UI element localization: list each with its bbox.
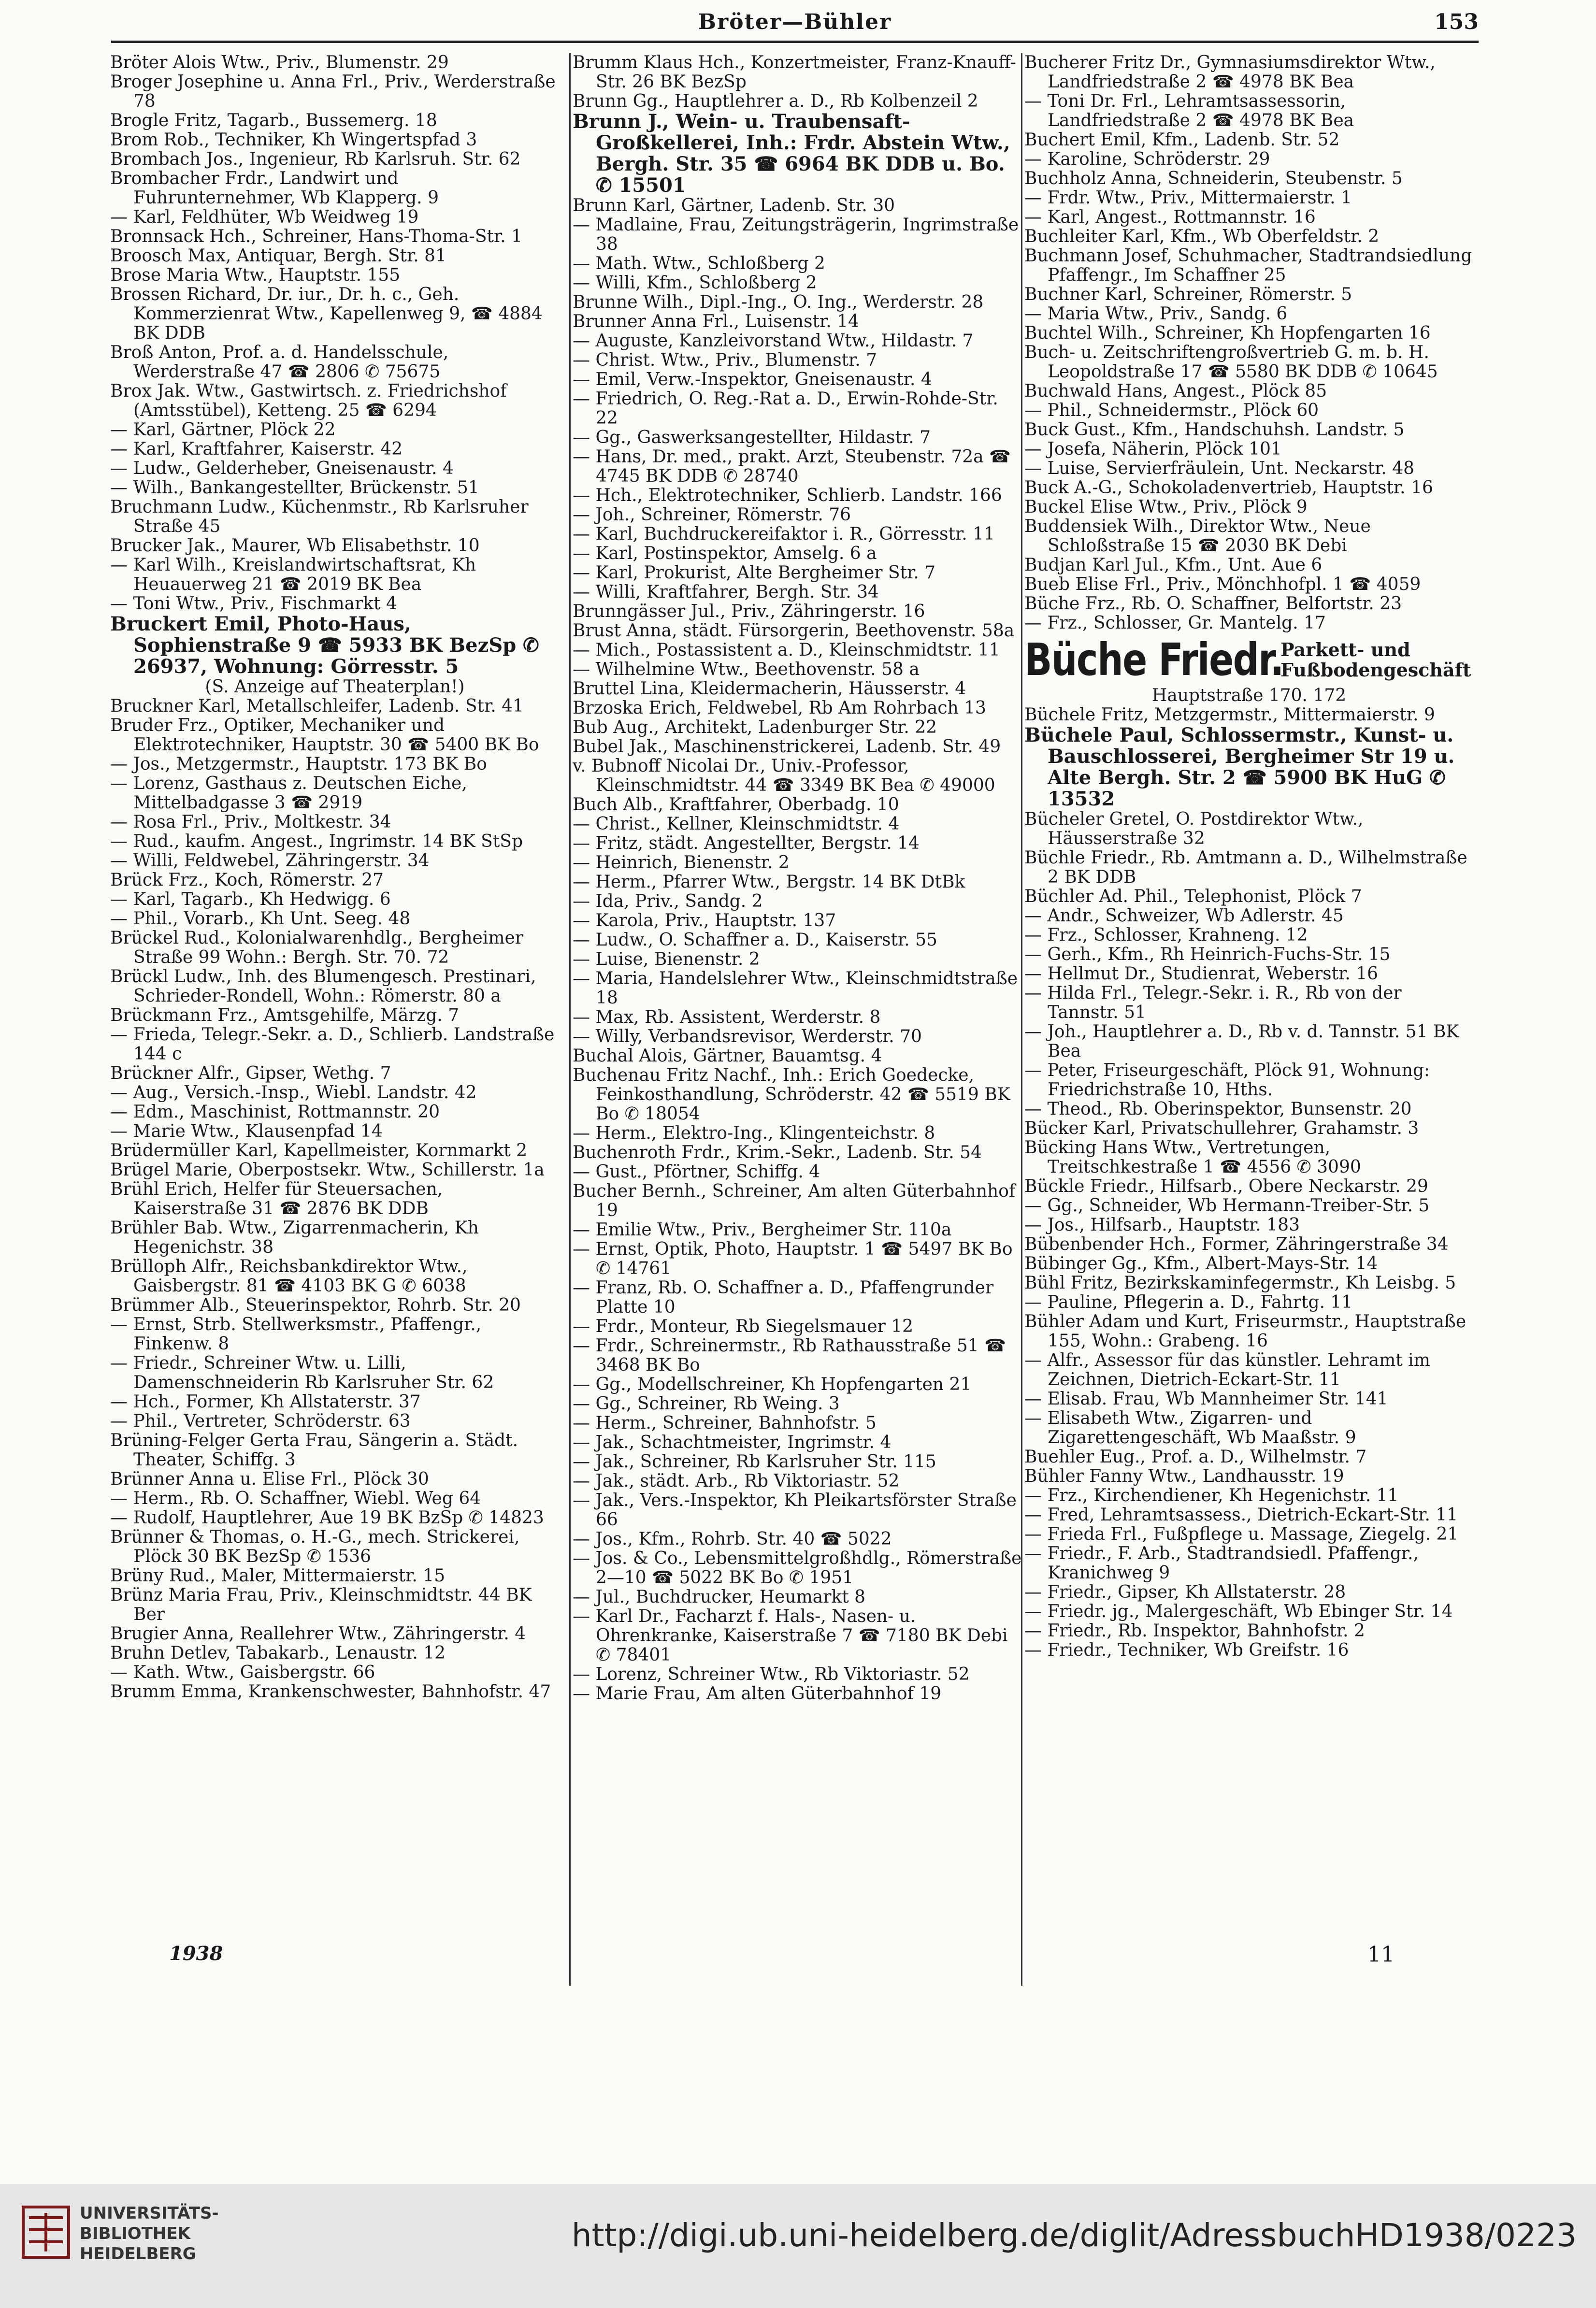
- directory-entry: Brückmann Frz., Amtsgehilfe, Märzg. 7: [110, 1005, 460, 1025]
- page-header: [111, 7, 1479, 43]
- directory-entry: — Maria, Handelslehrer Wtw., Kleinschmidtstraße 18: [573, 969, 1018, 1008]
- directory-entry: — Karl, Kraftfahrer, Kaiserstr. 42: [110, 439, 403, 459]
- directory-entry: Bücker Karl, Privatschullehrer, Grahamstr. 3: [1024, 1118, 1419, 1138]
- directory-entry: Brunner Anna Frl., Luisenstr. 14: [573, 312, 859, 331]
- directory-entry: — Marie Frau, Am alten Güterbahnhof 19: [573, 1684, 942, 1704]
- directory-entry: Bücheler Gretel, O. Postdirektor Wtw., Häusserstraße 32: [1024, 809, 1364, 848]
- directory-entry: — Hch., Former, Kh Allstaterstr. 37: [110, 1392, 421, 1412]
- directory-entry: — Willi, Kraftfahrer, Bergh. Str. 34: [573, 582, 879, 602]
- directory-entry: Bruckner Karl, Metallschleifer, Ladenb. Str. 41: [110, 696, 524, 716]
- directory-entry: — Willy, Verbandsrevisor, Werderstr. 70: [573, 1027, 922, 1046]
- directory-entry: Brümmer Alb., Steuerinspektor, Rohrb. Str. 20: [110, 1295, 521, 1315]
- directory-entry: — Hellmut Dr., Studienrat, Weberstr. 16: [1024, 964, 1379, 984]
- directory-entry: — Frieda Frl., Fußpflege u. Massage, Ziegelg. 21: [1024, 1524, 1459, 1544]
- directory-entry: Bröter Alois Wtw., Priv., Blumenstr. 29: [110, 53, 449, 72]
- directory-entry: — Herm., Rb. O. Schaffner, Wiebl. Weg 64: [110, 1489, 481, 1508]
- directory-entry: Buchal Alois, Gärtner, Bauamtsg. 4: [573, 1046, 882, 1066]
- page-title: Bröter—Bühler: [698, 10, 892, 34]
- directory-entry: — Toni Dr. Frl., Lehramtsassessorin, Landfriedstraße 2 ☎ 4978 BK Bea: [1024, 91, 1354, 130]
- directory-entry: — Luise, Bienenstr. 2: [573, 949, 760, 969]
- directory-entry: — Heinrich, Bienenstr. 2: [573, 853, 790, 873]
- directory-entry: Brust Anna, städt. Fürsorgerin, Beethovenstr. 58a: [573, 621, 1015, 641]
- directory-entry: Bruhn Detlev, Tabakarb., Lenaustr. 12: [110, 1643, 446, 1663]
- directory-entry: — Jos., Kfm., Rohrb. Str. 40 ☎ 5022: [573, 1529, 892, 1549]
- footer-sheet-number: 11: [1367, 1942, 1395, 1967]
- directory-entry: — Karl, Angest., Rottmannstr. 16: [1024, 207, 1316, 227]
- directory-entry: — Auguste, Kanzleivorstand Wtw., Hildastr. 7: [573, 331, 974, 351]
- directory-entry: Brüdermüller Karl, Kapellmeister, Kornmarkt 2: [110, 1141, 528, 1161]
- directory-entry: Bübenbender Hch., Former, Zähringerstraße 34: [1024, 1234, 1449, 1254]
- directory-entry: — Gg., Modellschreiner, Kh Hopfengarten 21: [573, 1375, 972, 1394]
- column-divider: [569, 53, 571, 1986]
- directory-entry: — Phil., Schneidermstr., Plöck 60: [1024, 401, 1319, 420]
- directory-entry: Bückle Friedr., Hilfsarb., Obere Neckarstr. 29: [1024, 1176, 1428, 1196]
- directory-entry: — Fred, Lehramtsassess., Dietrich-Eckart-Str. 11: [1024, 1505, 1458, 1525]
- directory-entry: — Herm., Schreiner, Bahnhofstr. 5: [573, 1413, 877, 1433]
- directory-entry: Buchenau Fritz Nachf., Inh.: Erich Goedecke, Feinkosthandlung, Schröderstr. 42 ☎ 5519 BK Bo ✆ 18054: [573, 1065, 1010, 1124]
- library-footer-bar: [0, 2184, 1596, 2308]
- directory-entry: Büchele Fritz, Metzgermstr., Mittermaierstr. 9: [1024, 705, 1435, 725]
- directory-entry: Buchleiter Karl, Kfm., Wb Oberfeldstr. 2: [1024, 227, 1380, 246]
- directory-entry: Bruckert Emil, Photo-Haus, Sophienstraße 9 ☎ 5933 BK BezSp ✆ 26937, Wohnung: Görresstr. 5: [110, 613, 539, 678]
- directory-entry: Bübinger Gg., Kfm., Albert-Mays-Str. 14: [1024, 1254, 1378, 1274]
- directory-entry: — Joh., Hauptlehrer a. D., Rb v. d. Tannstr. 51 BK Bea: [1024, 1022, 1459, 1061]
- directory-entry: Buchenroth Frdr., Krim.-Sekr., Ladenb. Str. 54: [573, 1143, 982, 1162]
- directory-entry: — Aug., Versich.-Insp., Wiebl. Landstr. 42: [110, 1083, 477, 1103]
- directory-entry: Brogle Fritz, Tagarb., Bussemerg. 18: [110, 111, 437, 130]
- directory-entry: — Friedr., Schreiner Wtw. u. Lilli, Damenschneiderin Rb Karlsruher Str. 62: [110, 1353, 494, 1392]
- directory-entry: Bubel Jak., Maschinenstrickerei, Ladenb. Str. 49: [573, 737, 1001, 757]
- directory-entry: — Frz., Schlosser, Gr. Mantelg. 17: [1024, 613, 1326, 633]
- directory-entry: — Friedr., Gipser, Kh Allstaterstr. 28: [1024, 1582, 1346, 1602]
- directory-entry: Bucher Bernh., Schreiner, Am alten Güterbahnhof 19: [573, 1181, 1016, 1220]
- directory-entry: — Jos., Metzgermstr., Hauptstr. 173 BK Bo: [110, 754, 487, 774]
- directory-entry: — Karoline, Schröderstr. 29: [1024, 149, 1270, 169]
- directory-entry: — Ludw., Gelderheber, Gneisenaustr. 4: [110, 459, 454, 478]
- directory-entry: — Karola, Priv., Hauptstr. 137: [573, 911, 836, 931]
- directory-entry: — Willi, Kfm., Schloßberg 2: [573, 273, 817, 293]
- directory-entry: — Frieda, Telegr.-Sekr. a. D., Schlierb. Landstraße 144 c: [110, 1025, 555, 1064]
- directory-entry: — Frdr. Wtw., Priv., Mittermaierstr. 1: [1024, 188, 1352, 208]
- directory-entry: Brombach Jos., Ingenieur, Rb Karlsruh. Str. 62: [110, 149, 521, 169]
- directory-entry: Büchle Friedr., Rb. Amtmann a. D., Wilhelmstraße 2 BK DDB: [1024, 848, 1467, 887]
- directory-entry: Broger Josephine u. Anna Frl., Priv., Werderstraße 78: [110, 72, 556, 111]
- directory-entry: — Willi, Feldwebel, Zähringerstr. 34: [110, 851, 430, 871]
- directory-entry: v. Bubnoff Nicolai Dr., Univ.-Professor, Kleinschmidtstr. 44 ☎ 3349 BK Bea ✆ 49000: [573, 756, 995, 795]
- directory-entry: — Hilda Frl., Telegr.-Sekr. i. R., Rb von der Tannstr. 51: [1024, 983, 1402, 1022]
- directory-entry: — Luise, Servierfräulein, Unt. Neckarstr. 48: [1024, 459, 1415, 478]
- directory-entry: — Hans, Dr. med., prakt. Arzt, Steubenstr. 72a ☎ 4745 BK DDB ✆ 28740: [573, 447, 1011, 486]
- directory-entry: Brünner & Thomas, o. H.-G., mech. Strickerei, Plöck 30 BK BezSp ✆ 1536: [110, 1527, 520, 1566]
- directory-entry: — Theod., Rb. Oberinspektor, Bunsenstr. 20: [1024, 1099, 1412, 1119]
- directory-entry: — Josefa, Näherin, Plöck 101: [1024, 439, 1282, 459]
- directory-entry: — Jul., Buchdrucker, Heumarkt 8: [573, 1587, 866, 1607]
- directory-entry: — Wilhelmine Wtw., Beethovenstr. 58 a: [573, 659, 920, 679]
- directory-entry: Brox Jak. Wtw., Gastwirtsch. z. Friedrichshof (Amtsstübel), Ketteng. 25 ☎ 6294: [110, 381, 507, 420]
- directory-entry: — Rosa Frl., Priv., Moltkestr. 34: [110, 812, 391, 832]
- directory-entry: (S. Anzeige auf Theaterplan!): [205, 677, 465, 697]
- directory-entry: Bruttel Lina, Kleidermacherin, Häusserstr. 4: [573, 679, 966, 699]
- directory-entry: Brom Rob., Techniker, Kh Wingertspfad 3: [110, 130, 477, 150]
- directory-entry: — Wilh., Bankangestellter, Brückenstr. 51: [110, 478, 479, 498]
- directory-entry: — Joh., Schreiner, Römerstr. 76: [573, 505, 851, 525]
- directory-entry: Bucherer Fritz Dr., Gymnasiumsdirektor Wtw., Landfriedstraße 2 ☎ 4978 BK Bea: [1024, 53, 1436, 92]
- directory-entry: — Marie Wtw., Klausenpfad 14: [110, 1121, 383, 1141]
- directory-entry: Bueb Elise Frl., Priv., Mönchhofpl. 1 ☎ 4059: [1024, 574, 1421, 594]
- directory-entry: Buchholz Anna, Schneiderin, Steubenstr. 5: [1024, 169, 1403, 188]
- directory-entry: Broosch Max, Antiquar, Bergh. Str. 81: [110, 246, 446, 266]
- directory-entry: — Toni Wtw., Priv., Fischmarkt 4: [110, 594, 397, 614]
- column-1: [110, 53, 560, 1991]
- page-number: 153: [1434, 10, 1479, 34]
- directory-entry: Brückel Rud., Kolonialwarenhdlg., Bergheimer Straße 99 Wohn.: Bergh. Str. 70. 72: [110, 928, 523, 967]
- directory-entry: — Phil., Vorarb., Kh Unt. Seeg. 48: [110, 909, 411, 929]
- directory-entry: Brucker Jak., Maurer, Wb Elisabethstr. 10: [110, 536, 480, 556]
- directory-entry: Buchert Emil, Kfm., Ladenb. Str. 52: [1024, 130, 1340, 150]
- directory-entry: Budjan Karl Jul., Kfm., Unt. Aue 6: [1024, 555, 1323, 575]
- directory-entry: — Gg., Gaswerksangestellter, Hildastr. 7: [573, 428, 931, 447]
- directory-entry: — Max, Rb. Assistent, Werderstr. 8: [573, 1007, 881, 1027]
- directory-entry: — Karl, Buchdruckereifaktor i. R., Görresstr. 11: [573, 524, 995, 544]
- directory-entry: — Gust., Pförtner, Schiffg. 4: [573, 1162, 820, 1182]
- library-name-line: BIBLIOTHEK: [80, 2224, 190, 2243]
- directory-entry: Brunn J., Wein- u. Traubensaft-Großkellerei, Inh.: Frdr. Abstein Wtw., Bergh. Str. 35 ☎ 6964 BK DDB u. Bo. ✆ 15501: [573, 110, 1010, 197]
- directory-entry: — Karl, Prokurist, Alte Bergheimer Str. 7: [573, 563, 936, 583]
- directory-entry: — Karl, Postinspektor, Amselg. 6 a: [573, 544, 877, 563]
- directory-entry: Brühler Bab. Wtw., Zigarrenmacherin, Kh Hegenichstr. 38: [110, 1218, 479, 1257]
- directory-entry: — Alfr., Assessor für das künstler. Lehramt im Zeichnen, Dietrich-Eckart-Str. 11: [1024, 1350, 1430, 1390]
- directory-entry: Brünner Anna u. Elise Frl., Plöck 30: [110, 1469, 429, 1489]
- directory-entry: Broß Anton, Prof. a. d. Handelsschule, Werderstraße 47 ☎ 2806 ✆ 75675: [110, 343, 449, 382]
- directory-entry: — Mich., Postassistent a. D., Kleinschmidtstr. 11: [573, 640, 1000, 660]
- library-name-line: UNIVERSITÄTS-: [80, 2204, 219, 2223]
- directory-entry: — Frz., Kirchendiener, Kh Hegenichstr. 11: [1024, 1486, 1399, 1505]
- directory-entry: — Fritz, städt. Angestellter, Bergstr. 14: [573, 833, 920, 853]
- directory-entry: — Herm., Elektro-Ing., Klingenteichstr. 8: [573, 1123, 935, 1143]
- column-2: [573, 53, 1022, 1991]
- directory-entry: — Ludw., O. Schaffner a. D., Kaiserstr. 55: [573, 930, 937, 950]
- directory-entry: — Emilie Wtw., Priv., Bergheimer Str. 110a: [573, 1220, 952, 1240]
- directory-entry: Brzoska Erich, Feldwebel, Rb Am Rohrbach 13: [573, 698, 986, 718]
- directory-entry: Buddensiek Wilh., Direktor Wtw., Neue Schloßstraße 15 ☎ 2030 BK Debi: [1024, 516, 1371, 556]
- directory-entry: Brück Frz., Koch, Römerstr. 27: [110, 870, 384, 890]
- directory-entry: Büchele Paul, Schlossermstr., Kunst- u. Bauschlosserei, Bergheimer Str 19 u. Alte Bergh. Str. 2 ☎ 5900 BK HuG ✆ 13532: [1024, 724, 1455, 810]
- directory-entry: Büche Frz., Rb. O. Schaffner, Belfortstr. 23: [1024, 594, 1402, 614]
- directory-entry: — Frdr., Monteur, Rb Siegelsmauer 12: [573, 1317, 914, 1336]
- directory-entry: Bronnsack Hch., Schreiner, Hans-Thoma-Str. 1: [110, 227, 523, 246]
- directory-entry: Brückner Alfr., Gipser, Wethg. 7: [110, 1063, 391, 1083]
- directory-entry: Brülloph Alfr., Reichsbankdirektor Wtw., Gaisbergstr. 81 ☎ 4103 BK G ✆ 6038: [110, 1257, 468, 1296]
- directory-entry: — Jak., städt. Arb., Rb Viktoriastr. 52: [573, 1471, 900, 1491]
- directory-entry: Buchner Karl, Schreiner, Römerstr. 5: [1024, 285, 1352, 304]
- directory-entry: Bühl Fritz, Bezirkskaminfegermstr., Kh Leisbg. 5: [1024, 1273, 1456, 1293]
- directory-entry: — Elisabeth Wtw., Zigarren- und Zigarettengeschäft, Wb Maaßstr. 9: [1024, 1408, 1356, 1448]
- directory-entry: — Jak., Schachtmeister, Ingrimstr. 4: [573, 1433, 891, 1452]
- directory-entry: Buch- u. Zeitschriftengroßvertrieb G. m. b. H. Leopoldstraße 17 ☎ 5580 BK DDB ✆ 10645: [1024, 343, 1438, 382]
- directory-entry: — Kath. Wtw., Gaisbergstr. 66: [110, 1663, 375, 1682]
- directory-entry: Buck A.-G., Schokoladenvertrieb, Hauptstr. 16: [1024, 478, 1433, 498]
- advertisement-tagline: Parkett- und Fußbodengeschäft: [1280, 639, 1471, 681]
- directory-entry: — Karl Wilh., Kreislandwirtschaftsrat, Kh Heuauerweg 21 ☎ 2019 BK Bea: [110, 555, 476, 594]
- directory-entry: Brügel Marie, Oberpostsekr. Wtw., Schillerstr. 1a: [110, 1160, 545, 1180]
- directory-entry: Buchwald Hans, Angest., Plöck 85: [1024, 381, 1327, 401]
- directory-entry: Brumm Emma, Krankenschwester, Bahnhofstr. 47: [110, 1682, 551, 1702]
- directory-entry: — Phil., Vertreter, Schröderstr. 63: [110, 1411, 411, 1431]
- column-3: [1024, 53, 1474, 1991]
- footer-year: 1938: [169, 1942, 223, 1965]
- directory-entry: — Christ. Wtw., Priv., Blumenstr. 7: [573, 350, 877, 370]
- directory-entry: — Christ., Kellner, Kleinschmidtstr. 4: [573, 814, 900, 834]
- directory-entry: — Jos. & Co., Lebensmittelgroßhdlg., Römerstraße 2—10 ☎ 5022 BK Bo ✆ 1951: [573, 1548, 1022, 1588]
- directory-entry: Buckel Elise Wtw., Priv., Plöck 9: [1024, 497, 1308, 517]
- directory-entry: Brunne Wilh., Dipl.-Ing., O. Ing., Werderstr. 28: [573, 292, 984, 312]
- directory-entry: — Hch., Elektrotechniker, Schlierb. Landstr. 166: [573, 486, 1002, 505]
- directory-entry: — Friedrich, O. Reg.-Rat a. D., Erwin-Rohde-Str. 22: [573, 389, 998, 428]
- directory-entry: — Peter, Friseurgeschäft, Plöck 91, Wohnung: Friedrichstraße 10, Hths.: [1024, 1061, 1430, 1100]
- directory-entry: — Herm., Pfarrer Wtw., Bergstr. 14 BK DtBk: [573, 872, 965, 892]
- directory-entry: — Friedr., Rb. Inspektor, Bahnhofstr. 2: [1024, 1621, 1365, 1641]
- directory-entry: Brunn Gg., Hauptlehrer a. D., Rb Kolbenzeil 2: [573, 91, 978, 111]
- directory-entry: Buch Alb., Kraftfahrer, Oberbadg. 10: [573, 795, 899, 815]
- directory-entry: Büchler Ad. Phil., Telephonist, Plöck 7: [1024, 887, 1362, 906]
- directory-entry: — Franz, Rb. O. Schaffner a. D., Pfaffengrunder Platte 10: [573, 1278, 994, 1317]
- directory-entry: — Edm., Maschinist, Rottmannstr. 20: [110, 1102, 440, 1122]
- directory-entry: Bühler Adam und Kurt, Friseurmstr., Hauptstraße 155, Wohn.: Grabeng. 16: [1024, 1312, 1467, 1351]
- directory-entry: Bruchmann Ludw., Küchenmstr., Rb Karlsruher Straße 45: [110, 497, 529, 536]
- directory-entry: Brunn Karl, Gärtner, Ladenb. Str. 30: [573, 196, 895, 215]
- directory-entry: — Karl, Feldhüter, Wb Weidweg 19: [110, 207, 419, 227]
- directory-entry: — Jos., Hilfsarb., Hauptstr. 183: [1024, 1215, 1300, 1235]
- directory-entry: — Elisab. Frau, Wb Mannheimer Str. 141: [1024, 1389, 1388, 1409]
- directory-entry: — Andr., Schweizer, Wb Adlerstr. 45: [1024, 906, 1344, 926]
- directory-entry: Buehler Eug., Prof. a. D., Wilhelmstr. 7: [1024, 1447, 1367, 1467]
- directory-entry: — Karl, Gärtner, Plöck 22: [110, 420, 336, 440]
- directory-entry: — Friedr. jg., Malergeschäft, Wb Ebinger Str. 14: [1024, 1602, 1453, 1621]
- advertisement-block: [1024, 634, 1474, 686]
- directory-entry: — Gerh., Kfm., Rh Heinrich-Fuchs-Str. 15: [1024, 945, 1391, 964]
- library-name-line: HEIDELBERG: [80, 2244, 196, 2264]
- directory-entry: Brückl Ludw., Inh. des Blumengesch. Prestinari, Schrieder-Rondell, Wohn.: Römerstr. 80 a: [110, 967, 536, 1006]
- directory-entry: — Jak., Schreiner, Rb Karlsruher Str. 115: [573, 1452, 936, 1472]
- advertisement-name: Büche Friedr.: [1024, 634, 1283, 686]
- directory-entry: — Math. Wtw., Schloßberg 2: [573, 254, 825, 273]
- directory-entry: Bub Aug., Architekt, Ladenburger Str. 22: [573, 717, 937, 737]
- directory-entry: — Gg., Schneider, Wb Hermann-Treiber-Str. 5: [1024, 1196, 1430, 1216]
- advertisement-address: Hauptstraße 170. 172: [1151, 686, 1347, 705]
- directory-entry: — Karl Dr., Facharzt f. Hals-, Nasen- u. Ohrenkranke, Kaiserstraße 7 ☎ 7180 BK Debi ✆ 78401: [573, 1606, 1008, 1665]
- directory-entry: Bruder Frz., Optiker, Mechaniker und Elektrotechniker, Hauptstr. 30 ☎ 5400 BK Bo: [110, 716, 539, 755]
- directory-entry: — Friedr., Techniker, Wb Greifstr. 16: [1024, 1640, 1349, 1660]
- directory-entry: — Rud., kaufm. Angest., Ingrimstr. 14 BK StSp: [110, 831, 523, 851]
- directory-entry: Brumm Klaus Hch., Konzertmeister, Franz-Knauff-Str. 26 BK BezSp: [573, 53, 1016, 92]
- directory-entry: — Pauline, Pflegerin a. D., Fahrtg. 11: [1024, 1292, 1353, 1312]
- directory-entry: — Frdr., Schreinermstr., Rb Rathausstraße 51 ☎ 3468 BK Bo: [573, 1336, 1006, 1375]
- directory-entry: Bühler Fanny Wtw., Landhausstr. 19: [1024, 1466, 1344, 1486]
- directory-entry: Brombacher Frdr., Landwirt und Fuhrunternehmer, Wb Klapperg. 9: [110, 169, 439, 208]
- directory-entry: Brugier Anna, Reallehrer Wtw., Zähringerstr. 4: [110, 1624, 526, 1644]
- directory-entry: Brossen Richard, Dr. iur., Dr. h. c., Geh. Kommerzienrat Wtw., Kapellenweg 9, ☎ 4884 BK DDB: [110, 285, 543, 343]
- directory-entry: Buck Gust., Kfm., Handschuhsh. Landstr. 5: [1024, 420, 1405, 440]
- directory-entry: Bücking Hans Wtw., Vertretungen, Treitschkestraße 1 ☎ 4556 ✆ 3090: [1024, 1138, 1361, 1177]
- directory-entry: — Jak., Vers.-Inspektor, Kh Pleikartsförster Straße 66: [573, 1491, 1017, 1530]
- directory-entry: — Ernst, Strb. Stellwerksmstr., Pfaffengr., Finkenw. 8: [110, 1315, 482, 1354]
- directory-entry: Buchtel Wilh., Schreiner, Kh Hopfengarten 16: [1024, 323, 1431, 343]
- directory-entry: Brühl Erich, Helfer für Steuersachen, Kaiserstraße 31 ☎ 2876 BK DDB: [110, 1179, 443, 1219]
- directory-entry: — Friedr., F. Arb., Stadtrandsiedl. Pfaffengr., Kranichweg 9: [1024, 1544, 1419, 1583]
- directory-entry: Brunngässer Jul., Priv., Zähringerstr. 16: [573, 602, 925, 621]
- directory-entry: Brünz Maria Frau, Priv., Kleinschmidtstr. 44 BK Ber: [110, 1585, 532, 1624]
- directory-entry: Buchmann Josef, Schuhmacher, Stadtrandsiedlung Pfaffengr., Im Schaffner 25: [1024, 246, 1472, 285]
- library-name: [80, 2203, 219, 2264]
- directory-entry: — Maria Wtw., Priv., Sandg. 6: [1024, 304, 1288, 324]
- source-url[interactable]: http://digi.ub.uni-heidelberg.de/diglit/AdressbuchHD1938/0223: [571, 2217, 1577, 2254]
- directory-entry: Brüning-Felger Gerta Frau, Sängerin a. Städt. Theater, Schiffg. 3: [110, 1431, 518, 1470]
- directory-entry: — Rudolf, Hauptlehrer, Aue 19 BK BzSp ✆ 14823: [110, 1508, 544, 1528]
- university-seal-icon: [19, 2203, 72, 2261]
- directory-entry: — Lorenz, Schreiner Wtw., Rb Viktoriastr. 52: [573, 1664, 970, 1684]
- directory-entry: — Ernst, Optik, Photo, Hauptstr. 1 ☎ 5497 BK Bo ✆ 14761: [573, 1239, 1013, 1278]
- directory-entry: Brose Maria Wtw., Hauptstr. 155: [110, 265, 401, 285]
- directory-entry: — Emil, Verw.-Inspektor, Gneisenaustr. 4: [573, 370, 932, 389]
- directory-entry: — Karl, Tagarb., Kh Hedwigg. 6: [110, 889, 391, 909]
- directory-entry: Brüny Rud., Maler, Mittermaierstr. 15: [110, 1566, 446, 1586]
- directory-entry: — Frz., Schlosser, Krahneng. 12: [1024, 925, 1308, 945]
- directory-entry: — Ida, Priv., Sandg. 2: [573, 891, 763, 911]
- directory-entry: — Gg., Schreiner, Rb Weing. 3: [573, 1394, 840, 1414]
- directory-entry: — Madlaine, Frau, Zeitungsträgerin, Ingrimstraße 38: [573, 215, 1019, 254]
- directory-entry: — Lorenz, Gasthaus z. Deutschen Eiche, Mittelbadgasse 3 ☎ 2919: [110, 774, 467, 813]
